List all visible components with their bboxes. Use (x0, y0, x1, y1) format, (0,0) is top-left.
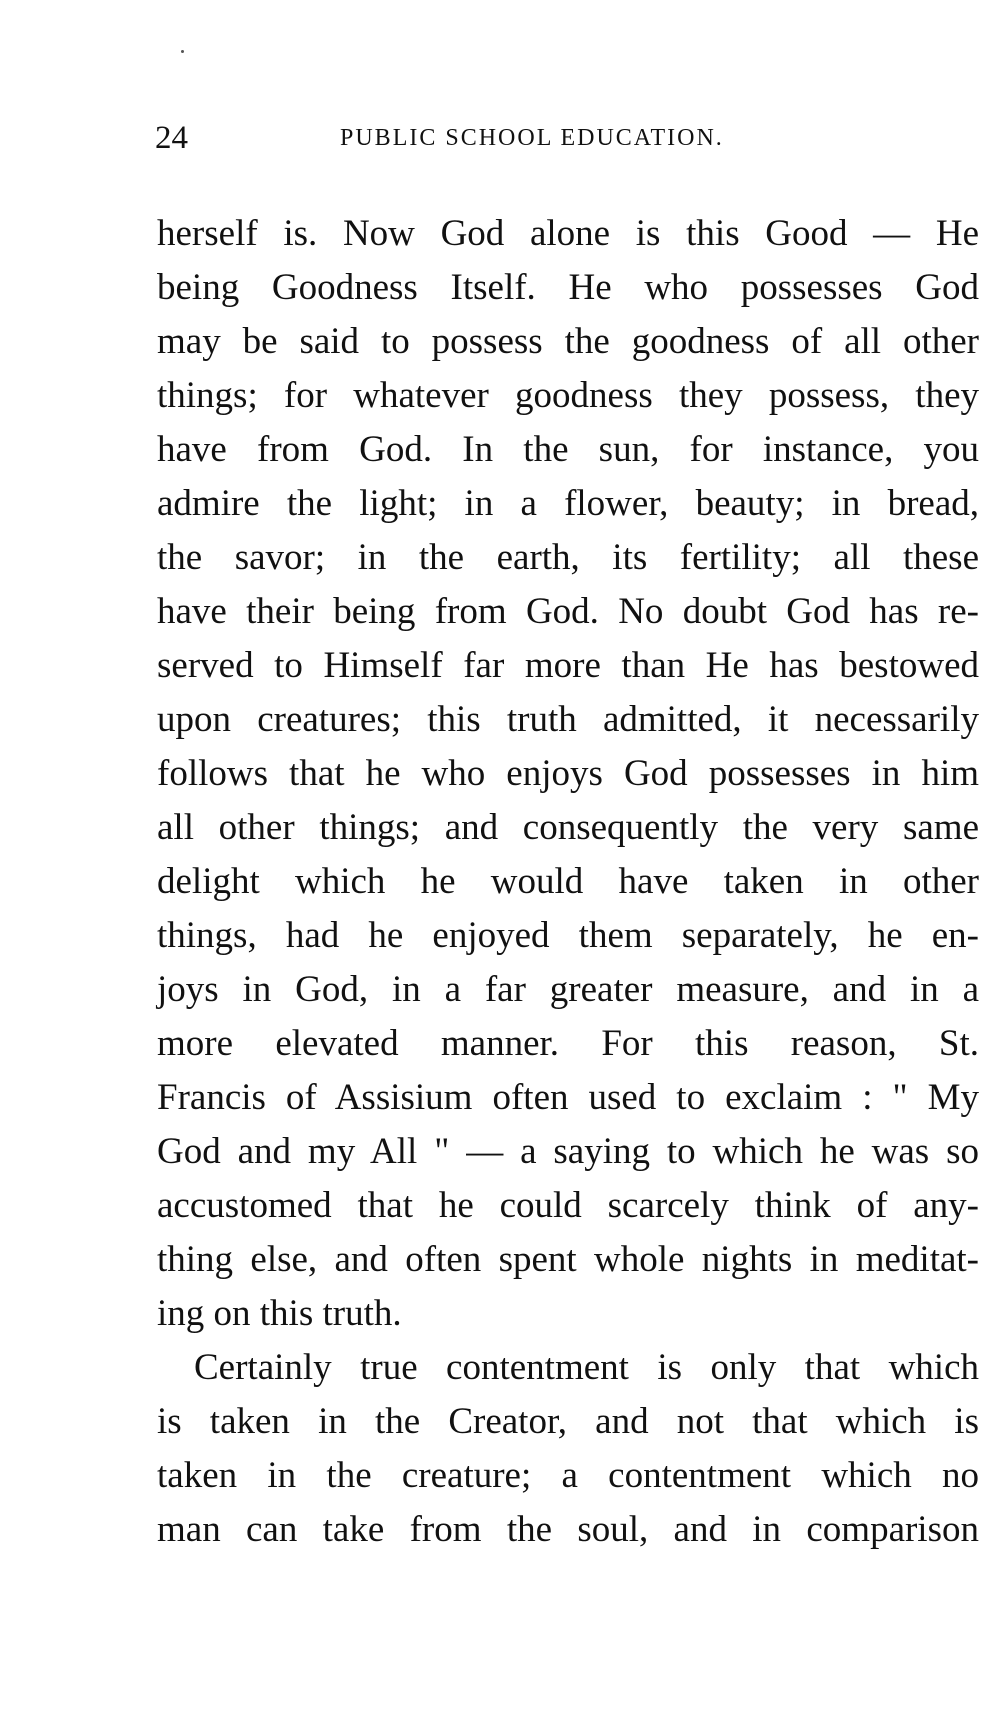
text-line: upon creatures; this truth admitted, it necessarily (157, 699, 979, 740)
text-line: thing else, and often spent whole nights in meditat- (157, 1239, 979, 1280)
print-speck (181, 50, 184, 53)
text-line: delight which he would have taken in other (157, 861, 979, 902)
text-line: have from God. In the sun, for instance, you (157, 429, 979, 470)
text-line: admire the light; in a flower, beauty; in bread, (157, 483, 979, 524)
text-line: more elevated manner. For this reason, St. (157, 1023, 979, 1064)
text-line: Certainly true contentment is only that which (194, 1347, 979, 1388)
text-line: herself is. Now God alone is this Good — He (157, 213, 979, 254)
text-line: have their being from God. No doubt God has re- (157, 591, 979, 632)
text-line: served to Himself far more than He has bestowed (157, 645, 979, 686)
running-title: PUBLIC SCHOOL EDUCATION. (340, 125, 724, 151)
text-line: is taken in the Creator, and not that which is (157, 1401, 979, 1442)
text-line: God and my All " — a saying to which he was so (157, 1131, 979, 1172)
paragraph-1 (157, 207, 979, 1341)
text-line: man can take from the soul, and in comparison (157, 1509, 979, 1550)
page-header (155, 118, 975, 158)
text-line: things, had he enjoyed them separately, he en- (157, 915, 979, 956)
text-line: the savor; in the earth, its fertility; all these (157, 537, 979, 578)
text-line: may be said to possess the goodness of all other (157, 321, 979, 362)
text-line: being Goodness Itself. He who possesses God (157, 267, 979, 308)
text-line: accustomed that he could scarcely think of any- (157, 1185, 979, 1226)
text-line: ing on this truth. (157, 1293, 402, 1334)
paragraph-2 (157, 1341, 979, 1557)
text-line: things; for whatever goodness they possess, they (157, 375, 979, 416)
text-line: taken in the creature; a contentment which no (157, 1455, 979, 1496)
text-line: joys in God, in a far greater measure, and in a (157, 969, 979, 1010)
page-number: 24 (155, 120, 188, 156)
text-line: all other things; and consequently the very same (157, 807, 979, 848)
text-line: follows that he who enjoys God possesses in him (157, 753, 979, 794)
body-text (157, 207, 979, 1557)
text-line: Francis of Assisium often used to exclaim : " My (157, 1077, 979, 1118)
